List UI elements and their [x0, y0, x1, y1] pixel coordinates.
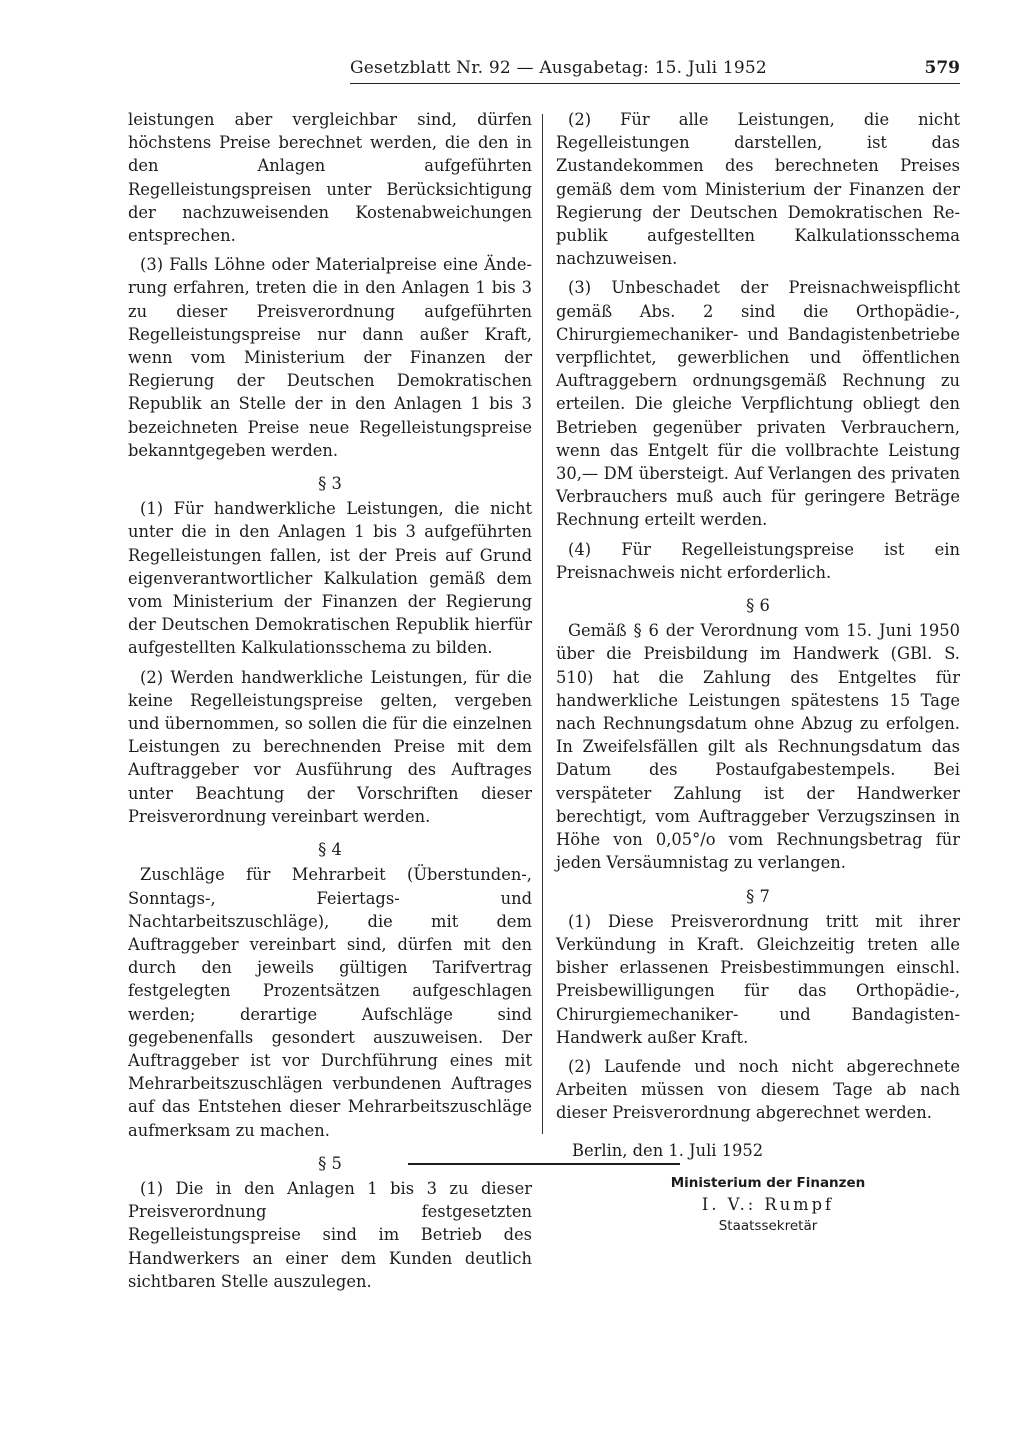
section-3-paragraph-2: (2) Werden handwerkliche Leistungen, für die keine Regelleistungspreise gelten, vergeben und übernommen, so sollen die für die einzelnen Leistungen zu berechnenden Preise mit dem Auftraggeber vor Ausführung des Auftrages unter Beachtung der Vorschriften dieser Preisverordnung vereinbart werden. — [128, 667, 532, 826]
signatory-title: Staatssekretär — [718, 1217, 818, 1234]
section-3-paragraph-1: (1) Für handwerkliche Leistungen, die nicht unter die in den Anlagen 1 bis 3 aufgeführten Regelleistungen fallen, ist der Preis auf Grund eigenverantwortlicher Kalkulation gemäß dem vom Ministerium der Finanzen der Regierung der Deutschen Demokratischen Republik hierfür aufgestellten Kalkulationsschema zu bilden. — [128, 499, 532, 658]
header-title: Gesetzblatt Nr. 92 — Ausgabetag: 15. Juli 1952 — [350, 58, 767, 78]
section-3-heading: § 3 — [318, 474, 342, 494]
header-rule — [350, 83, 960, 84]
section-5-paragraph-4: (4) Für Regelleistungspreise ist ein Preisnachweis nicht erforderlich. — [556, 539, 960, 582]
section-7-heading: § 7 — [746, 886, 770, 906]
section-4-paragraph-1: Zuschläge für Mehrarbeit (Überstunden-, Sonntags-, Feiertags- und Nachtarbeitszuschläge), die mit dem Auftraggeber vereinbart sind, dürfen mit den durch den jeweils gültigen Tarifvertrag festgelegten Prozentsätzen aufgeschlagen werden; derartige Aufschläge sind gegebenenfalls gesondert auszuweisen. Der Auftraggeber ist vor Durchführung eines mit Mehrarbeitszuschlägen verbundenen Auftrages auf das Entstehen dieser Mehrarbeitszuschläge aufmerksam zu machen. — [128, 865, 532, 1140]
paragraph-continuation: leistungen aber vergleichbar sind, dürfen höchstens Preise berechnet werden, die den in den Anlagen aufgeführten Regelleistungspreisen unter Berücksichtigung der nachzuweisenden Kostenabweichungen entsprechen. — [128, 110, 532, 246]
signatory-name: I. V.: Rumpf — [701, 1194, 835, 1214]
section-6-heading: § 6 — [746, 596, 770, 616]
section-6-paragraph-1: Gemäß § 6 der Verordnung vom 15. Juni 1950 über die Preisbildung im Handwerk (GBl. S. 510) hat die Zahlung des Entgeltes für handwerkliche Leistungen spätestens 15 Tage nach Rechnungsdatum ohne Abzug zu erfolgen. In Zweifelsfällen gilt als Rechnungsdatum das Datum des Postaufgabestempels. Bei verspäteter Zahlung ist der Handwerker berechtigt, vom Auftraggeber Verzugszinsen in Höhe von 0,05°/o vom Rechnungsbetrag für jeden Versäumnistag zu verlangen. — [556, 621, 960, 873]
left-column — [128, 108, 532, 1299]
section-4-heading: § 4 — [318, 840, 342, 860]
section-5-paragraph-2: (2) Für alle Leistungen, die nicht Regelleistungen darstellen, ist das Zustandekommen des berechneten Preises gemäß dem vom Ministerium der Finanzen der Regierung der Deutschen Demokratischen Republik aufgestellten Kalkulationsschema nachzuweisen. — [556, 110, 960, 269]
page-number: 579 — [924, 58, 960, 78]
paragraph-2-3: (3) Falls Löhne oder Materialpreise eine Änderung erfahren, treten die in den Anlagen 1 bis 3 zu dieser Preisverordnung aufgeführten Regelleistungspreise nur dann außer Kraft, wenn vom Ministerium der Finanzen der Regierung der Deutschen Demokratischen Republik an Stelle der in den Anlagen 1 bis 3 bezeichneten Preise neue Regelleistungspreise bekanntgegeben werden. — [128, 255, 532, 460]
signature-block — [556, 1172, 960, 1236]
ministry-name: Ministerium der Finanzen — [670, 1174, 866, 1191]
end-rule — [408, 1163, 680, 1165]
section-7-paragraph-2: (2) Laufende und noch nicht abgerechnete Arbeiten müssen von diesem Tage ab nach dieser Preisverordnung abgerechnet werden. — [556, 1056, 960, 1123]
right-column — [556, 108, 960, 1236]
section-5-heading: § 5 — [318, 1153, 342, 1173]
place-date: Berlin, den 1. Juli 1952 — [572, 1140, 764, 1160]
page-header — [128, 58, 960, 88]
section-7-paragraph-1: (1) Diese Preisverordnung tritt mit ihrer Verkündung in Kraft. Gleichzeitig treten alle bisher erlassenen Preisbestimmungen einschl. Preisbewilligungen für das Orthopädie-, Chirurgiemechaniker- und Bandagisten-Handwerk außer Kraft. — [556, 911, 960, 1047]
section-5-paragraph-1: (1) Die in den Anlagen 1 bis 3 zu dieser Preisverordnung festgesetzten Regelleistungspreise sind im Betrieb des Handwerkers an einer dem Kunden deutlich sichtbaren Stelle auszulegen. — [128, 1178, 532, 1291]
column-divider — [542, 114, 543, 1134]
section-5-paragraph-3: (3) Unbeschadet der Preisnachweispflicht gemäß Abs. 2 sind die Orthopädie-, Chirurgiemechaniker- und Bandagistenbetriebe verpflichtet, gewerblichen und öffentlichen Auftraggebern ordnungsgemäß Rechnung zu erteilen. Die gleiche Verpflichtung obliegt den Betrieben gegenüber privaten Verbrauchern, wenn das Entgelt für die vollbrachte Leistung 30,— DM übersteigt. Auf Verlangen des privaten Verbrauchers muß auch für geringere Beträge Rechnung erteilt werden. — [556, 278, 960, 530]
